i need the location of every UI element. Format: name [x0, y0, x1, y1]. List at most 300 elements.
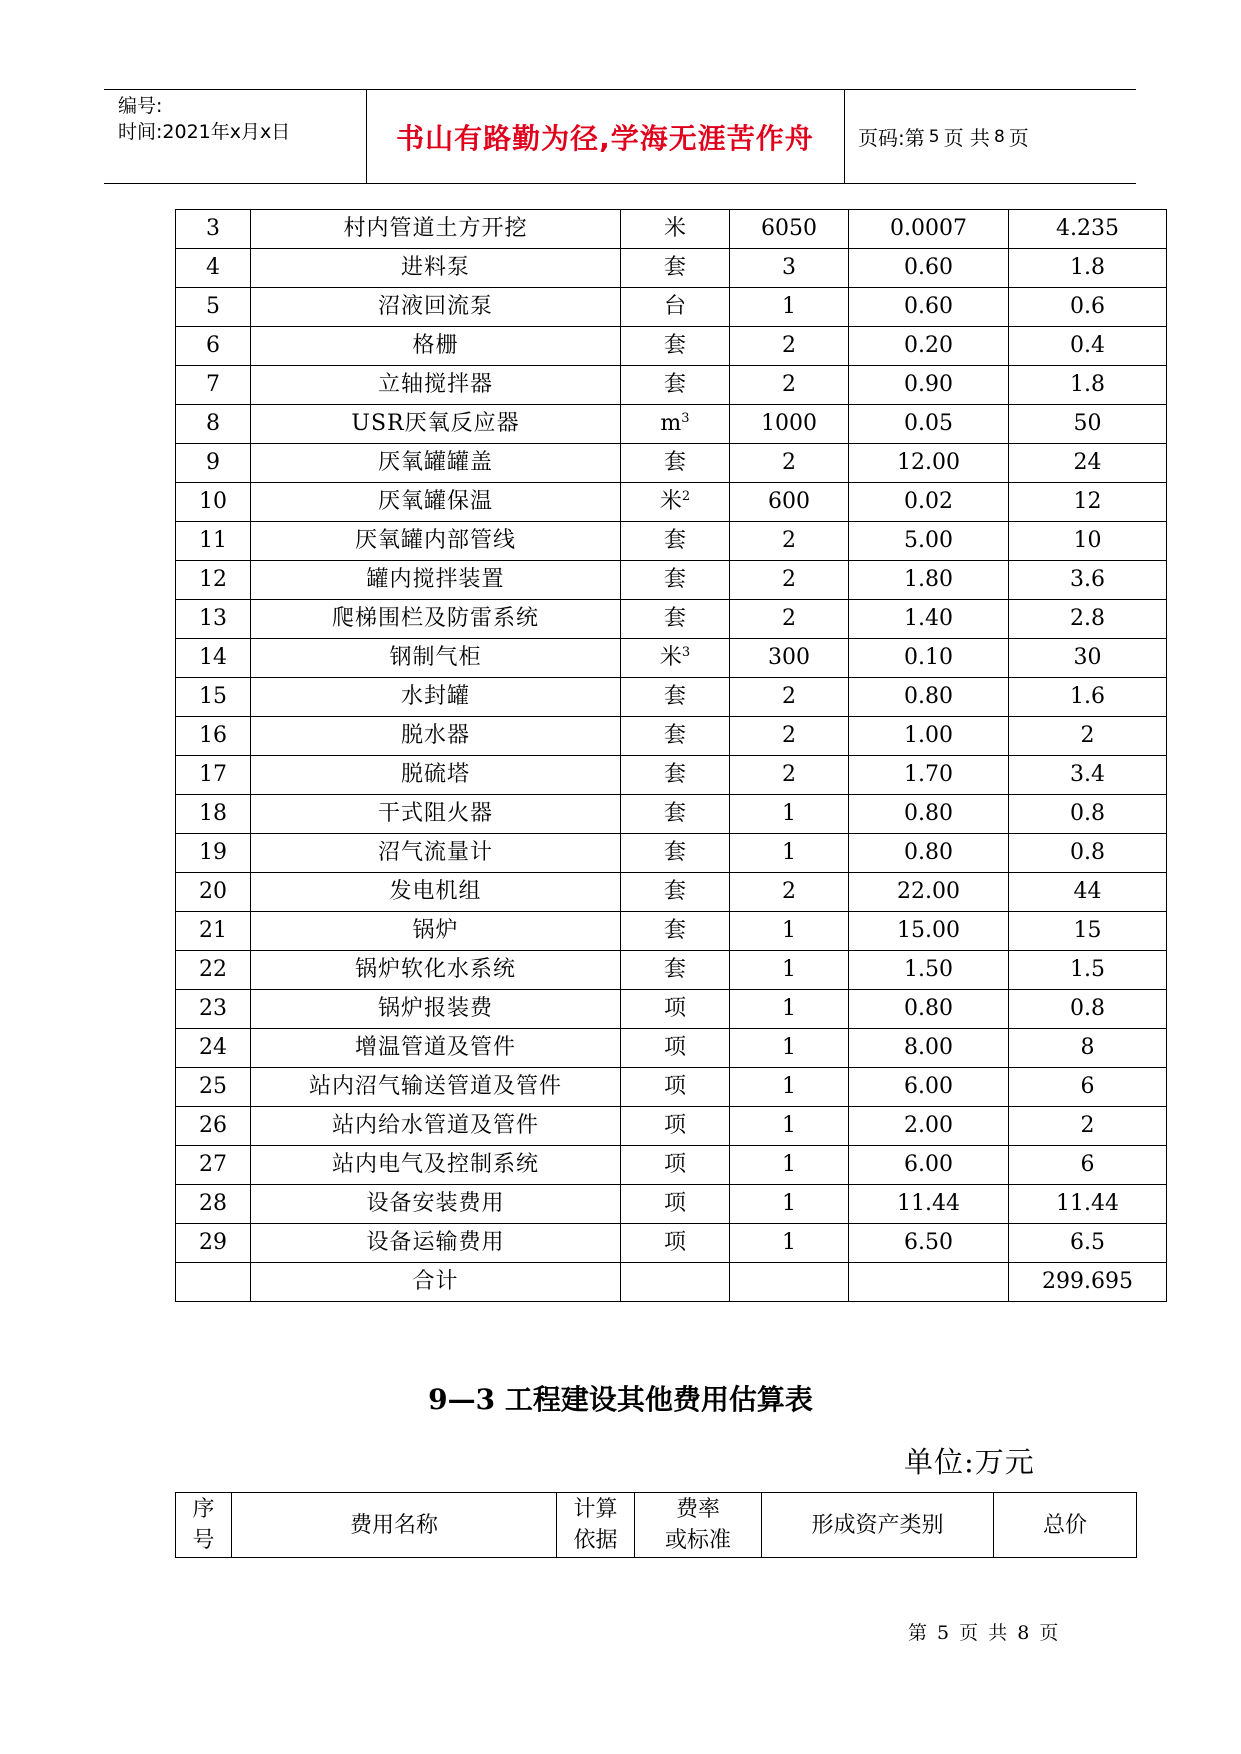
cell-total-text: 24	[1073, 450, 1102, 475]
cell-unit	[621, 522, 730, 561]
cell-total-text: 15	[1073, 918, 1102, 943]
total-row-no	[176, 1263, 251, 1302]
page-suffix: 页	[1008, 126, 1029, 150]
cell-qty-text: 2	[782, 450, 796, 475]
cell-qty-text: 1	[782, 1113, 796, 1138]
cell-name	[251, 1068, 621, 1107]
cell-price	[849, 405, 1009, 444]
cell-qty-text: 1	[782, 1191, 796, 1216]
cell-qty-text: 1000	[761, 411, 817, 436]
cell-price-text: 12.00	[897, 450, 960, 475]
cell-price-text: 6.50	[904, 1230, 953, 1255]
cell-price-text: 22.00	[897, 879, 960, 904]
cell-no	[176, 912, 251, 951]
cell-no	[176, 1146, 251, 1185]
cell-price	[849, 366, 1009, 405]
cell-qty-text: 3	[782, 255, 796, 280]
cell-qty	[730, 483, 849, 522]
cell-price	[849, 678, 1009, 717]
cell-price	[849, 1029, 1009, 1068]
cell-price	[849, 990, 1009, 1029]
cell-total	[1009, 1107, 1167, 1146]
header-basis	[557, 1493, 635, 1558]
cell-name	[251, 717, 621, 756]
cell-qty-text: 1	[782, 294, 796, 319]
cell-price-text: 0.80	[904, 684, 953, 709]
cell-qty	[730, 1068, 849, 1107]
cell-total-text: 11.44	[1056, 1191, 1119, 1216]
cell-price	[849, 795, 1009, 834]
table-row	[176, 912, 1167, 951]
cell-unit-text: 套	[663, 840, 686, 865]
cell-price	[849, 756, 1009, 795]
cell-unit	[621, 288, 730, 327]
cell-no-text: 27	[199, 1152, 227, 1177]
section-unit: 单位:万元	[904, 1445, 1035, 1479]
cell-name-text: 厌氧罐保温	[377, 489, 493, 514]
cell-name-text: 立轴搅拌器	[377, 372, 493, 397]
table-row	[176, 483, 1167, 522]
cell-unit-text: 套	[663, 723, 686, 748]
cell-name-text: 锅炉报装费	[377, 996, 493, 1021]
cell-no-text: 20	[199, 879, 227, 904]
table-row	[176, 1185, 1167, 1224]
cell-qty	[730, 327, 849, 366]
cell-price	[849, 1224, 1009, 1263]
cell-qty	[730, 210, 849, 249]
cell-price-text: 0.02	[904, 489, 953, 514]
cell-no	[176, 1029, 251, 1068]
cell-no-text: 18	[199, 801, 227, 826]
cell-qty	[730, 795, 849, 834]
page-current: 5	[928, 126, 940, 147]
cell-name-text: USR厌氧反应器	[351, 411, 520, 436]
cell-no	[176, 249, 251, 288]
cell-name-text: 设备运输费用	[366, 1230, 505, 1255]
cell-price	[849, 873, 1009, 912]
header-basis-line2: 依据	[573, 1528, 618, 1553]
cell-unit-text: 套	[663, 606, 686, 631]
cell-no-text: 10	[199, 489, 227, 514]
cell-name	[251, 210, 621, 249]
cell-no-text: 12	[199, 567, 227, 592]
cell-no-text: 23	[199, 996, 227, 1021]
cell-name	[251, 1146, 621, 1185]
cell-name-text: 格栅	[412, 333, 459, 358]
other-costs-table	[175, 1492, 1137, 1558]
cell-total	[1009, 444, 1167, 483]
table-row	[176, 678, 1167, 717]
cell-unit	[621, 990, 730, 1029]
cell-price	[849, 444, 1009, 483]
cell-name-text: 爬梯围栏及防雷系统	[331, 606, 539, 631]
cell-unit-text: 套	[663, 333, 686, 358]
cell-total	[1009, 483, 1167, 522]
table-row	[176, 366, 1167, 405]
header-motto: 书山有路勤为径,学海无涯苦作舟	[366, 90, 845, 183]
cell-unit-text: 项	[663, 1152, 686, 1177]
cell-total-text: 1.5	[1070, 957, 1105, 982]
table-row	[176, 210, 1167, 249]
cell-no-text: 25	[199, 1074, 227, 1099]
cell-price	[849, 1185, 1009, 1224]
cell-unit-text: 套	[663, 450, 686, 475]
table-row	[176, 639, 1167, 678]
cell-price-text: 6.00	[904, 1074, 953, 1099]
cell-total-text: 3.4	[1070, 762, 1105, 787]
cell-unit-text: 套	[663, 528, 686, 553]
cell-name-text: 站内电气及控制系统	[331, 1152, 539, 1177]
cell-price	[849, 327, 1009, 366]
cell-total-text: 2	[1080, 723, 1095, 748]
cell-name-text: 锅炉软化水系统	[354, 957, 516, 982]
cell-unit-text: 项	[663, 1074, 686, 1099]
cell-total-text: 10	[1073, 528, 1102, 553]
cell-price	[849, 249, 1009, 288]
cell-price-text: 1.50	[904, 957, 953, 982]
cell-unit	[621, 1146, 730, 1185]
cell-no-text: 6	[206, 333, 220, 358]
table-row	[176, 327, 1167, 366]
cell-no	[176, 327, 251, 366]
total-row-qty	[730, 1263, 849, 1302]
cell-total	[1009, 561, 1167, 600]
cell-name	[251, 1185, 621, 1224]
cell-unit-text: 项	[663, 996, 686, 1021]
cell-price	[849, 522, 1009, 561]
cell-no-text: 22	[199, 957, 227, 982]
cell-total	[1009, 405, 1167, 444]
cell-name	[251, 288, 621, 327]
cell-qty	[730, 1146, 849, 1185]
cell-name-text: 脱水器	[400, 723, 470, 748]
table-row	[176, 1224, 1167, 1263]
cell-unit	[621, 873, 730, 912]
cell-qty-text: 2	[782, 762, 796, 787]
cell-qty-text: 1	[782, 801, 796, 826]
cell-total	[1009, 1068, 1167, 1107]
page-mid: 页 共	[943, 126, 990, 150]
cell-price-text: 1.40	[904, 606, 953, 631]
cell-name-text: 村内管道土方开挖	[343, 216, 528, 241]
cell-qty	[730, 1224, 849, 1263]
cell-no-text: 19	[199, 840, 227, 865]
cell-price-text: 11.44	[897, 1191, 960, 1216]
cell-name	[251, 951, 621, 990]
cell-name	[251, 561, 621, 600]
cell-no-text: 3	[206, 216, 220, 241]
cell-total-text: 1.6	[1070, 684, 1105, 709]
header-rate-line1: 费率	[675, 1497, 720, 1522]
cell-price	[849, 600, 1009, 639]
cell-no	[176, 444, 251, 483]
cell-no	[176, 639, 251, 678]
page-prefix: 页码:第	[858, 126, 925, 150]
cell-no-text: 9	[206, 450, 220, 475]
cell-name	[251, 405, 621, 444]
cell-qty-text: 2	[782, 528, 796, 553]
cell-price-text: 0.60	[904, 294, 953, 319]
cell-unit	[621, 795, 730, 834]
cell-unit	[621, 327, 730, 366]
cell-unit-text: 套	[663, 879, 686, 904]
cell-price	[849, 1146, 1009, 1185]
cell-no	[176, 210, 251, 249]
cell-name-text: 设备安装费用	[366, 1191, 505, 1216]
cell-name	[251, 1029, 621, 1068]
cell-qty	[730, 405, 849, 444]
cell-name	[251, 873, 621, 912]
cell-unit	[621, 366, 730, 405]
cell-total	[1009, 951, 1167, 990]
table-row	[176, 1146, 1167, 1185]
cell-total	[1009, 288, 1167, 327]
cell-total	[1009, 717, 1167, 756]
cell-total-text: 6	[1080, 1074, 1095, 1099]
cell-name-text: 进料泵	[400, 255, 470, 280]
cell-unit-text: 米	[663, 216, 686, 241]
total-row-unit	[621, 1263, 730, 1302]
cell-name-text: 增温管道及管件	[354, 1035, 516, 1060]
cell-price-text: 1.70	[904, 762, 953, 787]
table-row	[176, 288, 1167, 327]
cell-name	[251, 756, 621, 795]
cell-unit-text: 米	[659, 645, 682, 670]
cell-no	[176, 483, 251, 522]
cell-unit-text: 套	[663, 801, 686, 826]
cell-name-text: 站内沼气输送管道及管件	[308, 1074, 562, 1099]
table-row	[176, 522, 1167, 561]
cell-unit-text: m	[660, 411, 682, 436]
cell-qty	[730, 639, 849, 678]
cell-total	[1009, 795, 1167, 834]
cell-no-text: 28	[199, 1191, 227, 1216]
cell-unit	[621, 561, 730, 600]
cell-total	[1009, 1185, 1167, 1224]
cell-unit	[621, 717, 730, 756]
cell-unit-text: 项	[663, 1191, 686, 1216]
cell-unit	[621, 1029, 730, 1068]
cell-unit-text: 套	[663, 684, 686, 709]
cell-price-text: 0.0007	[890, 216, 967, 241]
cell-no-text: 8	[206, 411, 220, 436]
cell-unit-text: 套	[663, 255, 686, 280]
cell-unit	[621, 210, 730, 249]
cell-unit	[621, 912, 730, 951]
cell-no	[176, 600, 251, 639]
cell-price-text: 5.00	[904, 528, 953, 553]
cell-qty	[730, 444, 849, 483]
cell-name-text: 脱硫塔	[400, 762, 470, 787]
cell-no	[176, 834, 251, 873]
cell-qty	[730, 1185, 849, 1224]
cell-total-text: 1.8	[1070, 372, 1105, 397]
table-row	[176, 1029, 1167, 1068]
header-cost-name: 费用名称	[232, 1493, 557, 1558]
cell-qty-text: 2	[782, 879, 796, 904]
cell-total-text: 2.8	[1070, 606, 1105, 631]
cell-qty	[730, 288, 849, 327]
cell-total-text: 2	[1080, 1113, 1095, 1138]
header-time-label: 时间:2021年x月x日	[118, 121, 291, 143]
header-no	[176, 1493, 232, 1558]
table-row	[176, 405, 1167, 444]
cell-name	[251, 795, 621, 834]
total-row-label: 合计	[251, 1263, 621, 1302]
cell-no	[176, 756, 251, 795]
cell-name-text: 干式阻火器	[377, 801, 493, 826]
cell-unit	[621, 1224, 730, 1263]
cell-name-text: 沼液回流泵	[377, 294, 493, 319]
cell-qty	[730, 834, 849, 873]
cell-total	[1009, 600, 1167, 639]
cell-price-text: 0.60	[904, 255, 953, 280]
cell-name	[251, 327, 621, 366]
cell-no	[176, 678, 251, 717]
cell-price-text: 0.90	[904, 372, 953, 397]
cell-price	[849, 912, 1009, 951]
header-basis-line1: 计算	[573, 1497, 618, 1522]
cell-name	[251, 1107, 621, 1146]
cell-no	[176, 561, 251, 600]
cell-qty	[730, 561, 849, 600]
header-meta	[104, 90, 367, 183]
cell-unit	[621, 483, 730, 522]
cell-unit-text: 项	[663, 1230, 686, 1255]
cell-total-text: 1.8	[1070, 255, 1105, 280]
cell-no	[176, 288, 251, 327]
cell-total	[1009, 756, 1167, 795]
table-row	[176, 990, 1167, 1029]
cell-total	[1009, 1224, 1167, 1263]
cell-no-text: 26	[199, 1113, 227, 1138]
unit-superscript: 3	[681, 411, 690, 426]
header-no-line2: 号	[192, 1528, 215, 1553]
cell-total-text: 6	[1080, 1152, 1095, 1177]
cell-qty-text: 300	[768, 645, 810, 670]
cell-unit	[621, 444, 730, 483]
cell-unit-text: 项	[663, 1035, 686, 1060]
cell-price-text: 0.80	[904, 840, 953, 865]
cell-no-text: 21	[199, 918, 227, 943]
cell-qty	[730, 249, 849, 288]
cell-name	[251, 600, 621, 639]
page-footer: 第 5 页 共 8 页	[908, 1622, 1061, 1644]
cell-price-text: 8.00	[904, 1035, 953, 1060]
header-rate-line2: 或标准	[664, 1528, 731, 1553]
cell-total-text: 30	[1073, 645, 1102, 670]
table-row	[176, 873, 1167, 912]
cell-name-text: 水封罐	[400, 684, 470, 709]
cell-name	[251, 366, 621, 405]
cell-unit	[621, 1068, 730, 1107]
cell-unit	[621, 678, 730, 717]
cell-unit	[621, 600, 730, 639]
cell-name	[251, 483, 621, 522]
cell-qty	[730, 366, 849, 405]
header-asset-type: 形成资产类别	[762, 1493, 994, 1558]
cell-name-text: 锅炉	[412, 918, 459, 943]
cell-qty	[730, 951, 849, 990]
cell-qty	[730, 756, 849, 795]
cell-qty-text: 1	[782, 957, 796, 982]
cell-price	[849, 1068, 1009, 1107]
table-row	[176, 249, 1167, 288]
cell-no	[176, 1224, 251, 1263]
cell-no	[176, 1068, 251, 1107]
cell-qty	[730, 678, 849, 717]
cell-name	[251, 990, 621, 1029]
cell-unit-text: 套	[663, 372, 686, 397]
section-title: 9—3 工程建设其他费用估算表	[428, 1383, 813, 1416]
cell-no-text: 4	[206, 255, 220, 280]
cell-price-text: 0.10	[904, 645, 953, 670]
cell-price-text: 0.80	[904, 801, 953, 826]
cell-name-text: 厌氧罐罐盖	[377, 450, 493, 475]
cell-unit	[621, 405, 730, 444]
cell-qty-text: 1	[782, 1035, 796, 1060]
cell-no-text: 17	[199, 762, 227, 787]
cell-total	[1009, 366, 1167, 405]
cell-unit	[621, 639, 730, 678]
cell-name-text: 厌氧罐内部管线	[354, 528, 516, 553]
cell-name	[251, 834, 621, 873]
table-row	[176, 795, 1167, 834]
cell-price	[849, 834, 1009, 873]
cell-qty-text: 1	[782, 1230, 796, 1255]
cell-qty-text: 2	[782, 606, 796, 631]
cell-name	[251, 639, 621, 678]
cell-total-text: 6.5	[1070, 1230, 1105, 1255]
cell-no	[176, 1185, 251, 1224]
cell-total	[1009, 873, 1167, 912]
cell-unit-text: 套	[663, 918, 686, 943]
cell-total	[1009, 990, 1167, 1029]
cell-no	[176, 717, 251, 756]
cell-price	[849, 561, 1009, 600]
cell-no	[176, 951, 251, 990]
table-row	[176, 1068, 1167, 1107]
page-header	[104, 89, 1136, 184]
cell-no	[176, 1107, 251, 1146]
cell-total-text: 4.235	[1056, 216, 1119, 241]
table-row	[176, 444, 1167, 483]
cell-price	[849, 1107, 1009, 1146]
cell-no	[176, 366, 251, 405]
cell-name	[251, 1224, 621, 1263]
cell-no-text: 13	[199, 606, 227, 631]
table-row	[176, 600, 1167, 639]
unit-superscript: 3	[681, 645, 691, 660]
cell-total	[1009, 522, 1167, 561]
other-costs-header-row	[176, 1493, 1137, 1558]
cell-total-text: 0.8	[1070, 840, 1105, 865]
total-row-price	[849, 1263, 1009, 1302]
cell-unit-text: 米	[659, 489, 682, 514]
cell-total-text: 12	[1073, 489, 1102, 514]
cell-price	[849, 639, 1009, 678]
table-row	[176, 1107, 1167, 1146]
header-no-line1: 序	[192, 1497, 215, 1522]
cell-total-text: 0.6	[1070, 294, 1105, 319]
cell-qty	[730, 873, 849, 912]
cell-qty	[730, 522, 849, 561]
cell-total-text: 0.8	[1070, 801, 1105, 826]
page-total: 8	[993, 126, 1005, 147]
cell-qty-text: 2	[782, 333, 796, 358]
cell-price-text: 6.00	[904, 1152, 953, 1177]
cell-qty	[730, 1029, 849, 1068]
